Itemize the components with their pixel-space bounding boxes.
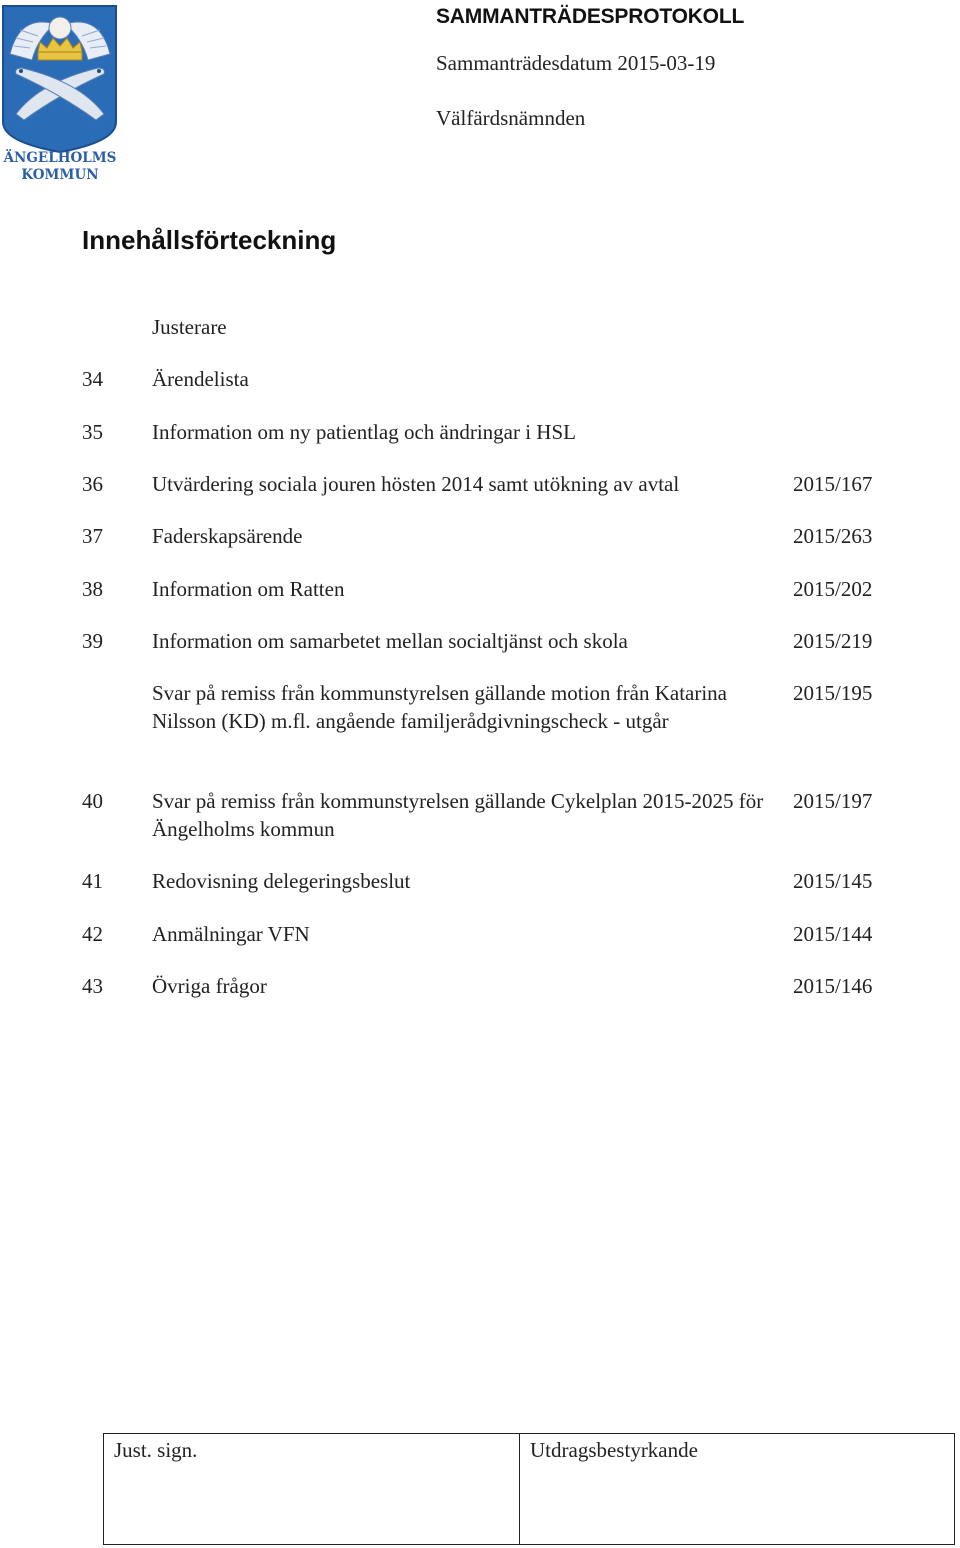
extract-certification-label: Utdragsbestyrkande [530,1438,698,1462]
just-sign-label: Just. sign. [114,1438,198,1462]
toc-item-title: Ärendelista [152,367,249,391]
toc-item-title: Faderskapsärende [152,524,303,548]
toc-item-number: 38 [82,577,103,601]
toc-item-reference: 2015/167 [793,472,873,496]
toc-item-reference: 2015/263 [793,524,873,548]
toc-item-title: Svar på remiss från kommunstyrelsen gällande Cykelplan 2015-2025 för Ängelholms kommun [152,789,764,841]
toc-item-number: 39 [82,629,103,653]
toc-item-title: Anmälningar VFN [152,922,310,946]
toc-item-reference: 2015/219 [793,629,873,653]
toc-item-number: 40 [82,789,103,813]
committee-name: Välfärdsnämnden [436,106,586,130]
coat-of-arms-icon [0,2,120,184]
toc-item-number: 37 [82,524,103,548]
toc-item-number: 43 [82,974,103,998]
toc-item-title: Information om ny patientlag och ändringar i HSL [152,420,576,444]
toc-item-title: Justerare [152,315,227,339]
toc-item-reference: 2015/145 [793,869,873,893]
toc-item-title: Information om samarbetet mellan socialtjänst och skola [152,629,628,653]
toc-title: Innehållsförteckning [82,225,337,255]
toc-item-reference: 2015/195 [793,681,873,705]
municipality-logo [0,2,120,184]
toc-item-number: 36 [82,472,103,496]
toc-item-title: Redovisning delegeringsbeslut [152,869,411,893]
toc-item-title: Utvärdering sociala jouren hösten 2014 samt utökning av avtal [152,472,680,496]
toc-item-title: Övriga frågor [152,974,267,998]
toc-item-number: 42 [82,922,103,946]
logo-line1: ÄNGELHOLMS [3,150,117,166]
toc-item-reference: 2015/144 [793,922,873,946]
toc-item-reference: 2015/146 [793,974,873,998]
meeting-date: Sammanträdesdatum 2015-03-19 [436,51,716,75]
logo-line2: KOMMUN [21,167,99,183]
toc-item-number: 34 [82,367,103,391]
toc-item-number: 41 [82,869,103,893]
toc-item-title: Svar på remiss från kommunstyrelsen gällande motion från Katarina Nilsson (KD) m.fl. angående familjerådgivningscheck - utgår [152,681,727,733]
document-type: SAMMANTRÄDESPROTOKOLL [436,5,745,28]
toc-item-title: Information om Ratten [152,577,345,601]
toc-item-number: 35 [82,420,103,444]
toc-item-reference: 2015/202 [793,577,873,601]
signature-box [103,1433,955,1545]
toc-item-reference: 2015/197 [793,789,873,813]
signature-divider [519,1434,520,1544]
